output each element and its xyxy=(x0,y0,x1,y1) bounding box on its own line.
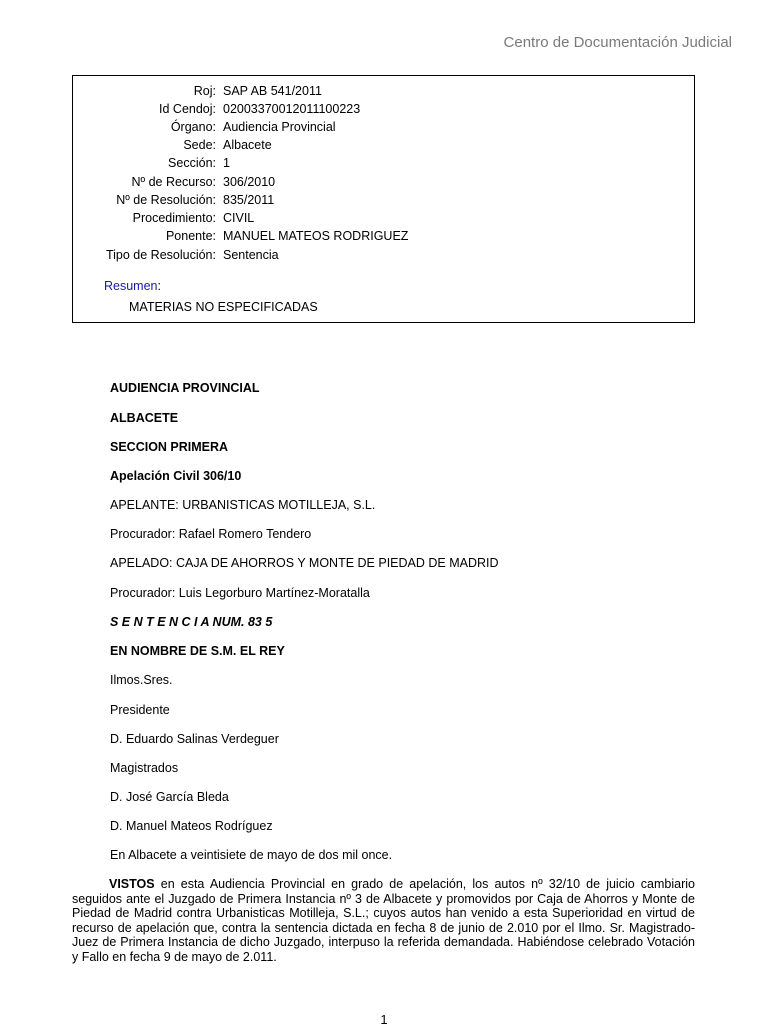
vistos-text: en esta Audiencia Provincial en grado de apelación, los autos nº 32/10 de juicio cambiario seguidos ante el Juzgado de Primera Instancia nº 3 de Albacete y promovidos por Caja de Ahorros y Monte de Piedad de Madrid contra Urbanisticas Motilleja, S.L.; cuyos autos han venido a esta Superioridad en virtud de recurso de apelación que, contra la sentencia dictada en fecha 8 de junio de 2.010 por el Ilmo. Sr. Magistrado-Juez de Primera Instancia de dicho Juzgado, interpuso la referida demandada. Habiéndose celebrado Votación y Fallo en fecha 9 de mayo de 2.011. xyxy=(72,877,695,964)
metadata-box xyxy=(72,75,695,323)
meta-value: SAP AB 541/2011 xyxy=(223,84,322,98)
resumen-text: MATERIAS NO ESPECIFICADAS xyxy=(129,300,318,314)
meta-value: Sentencia xyxy=(223,248,279,262)
in-name-of-king: EN NOMBRE DE S.M. EL REY xyxy=(110,644,285,658)
magistrado-name-2: D. Manuel Mateos Rodríguez xyxy=(110,819,273,833)
meta-key: Nº de Resolución: xyxy=(116,193,216,207)
meta-key: Roj: xyxy=(193,84,216,98)
court-name: AUDIENCIA PROVINCIAL xyxy=(110,381,260,395)
court-city: ALBACETE xyxy=(110,411,179,425)
meta-value: 835/2011 xyxy=(223,193,275,207)
meta-key: Órgano: xyxy=(170,120,216,134)
appellee-procurador: Procurador: Luis Legorburo Martínez-Moratalla xyxy=(110,586,370,600)
appeal-number: Apelación Civil 306/10 xyxy=(110,469,242,483)
ilmos-sres: Ilmos.Sres. xyxy=(110,673,173,687)
meta-key: Sede: xyxy=(183,138,216,152)
appellant: APELANTE: URBANISTICAS MOTILLEJA, S.L. xyxy=(110,498,376,512)
sentence-number: S E N T E N C I A NUM. 83 5 xyxy=(110,615,273,629)
meta-key: Ponente: xyxy=(165,229,216,243)
meta-value: Albacete xyxy=(223,138,272,152)
meta-value: 306/2010 xyxy=(223,175,276,189)
page-number: 1 xyxy=(380,1012,388,1027)
appellee: APELADO: CAJA DE AHORROS Y MONTE DE PIEDAD DE MADRID xyxy=(110,556,499,570)
meta-key: Sección: xyxy=(168,156,216,170)
meta-key: Id Cendoj: xyxy=(159,102,216,116)
appellant-procurador: Procurador: Rafael Romero Tendero xyxy=(110,527,312,541)
meta-key: Procedimiento: xyxy=(132,211,216,225)
place-date: En Albacete a veintisiete de mayo de dos mil once. xyxy=(110,848,393,862)
magistrados-label: Magistrados xyxy=(110,761,179,775)
presidente-label: Presidente xyxy=(110,703,170,717)
vistos-paragraph xyxy=(72,877,695,965)
vistos-lead: VISTOS xyxy=(109,877,155,891)
meta-key: Nº de Recurso: xyxy=(131,175,216,189)
court-section: SECCION PRIMERA xyxy=(110,440,229,454)
resumen-label xyxy=(104,279,161,293)
meta-value: 02003370012011100223 xyxy=(223,102,361,116)
meta-value: CIVIL xyxy=(223,211,255,225)
header-title: Centro de Documentación Judicial xyxy=(503,34,732,51)
meta-key: Tipo de Resolución: xyxy=(105,248,216,262)
magistrado-name-1: D. José García Bleda xyxy=(110,790,229,804)
meta-value: Audiencia Provincial xyxy=(223,120,336,134)
meta-value: 1 xyxy=(223,156,230,170)
presidente-name: D. Eduardo Salinas Verdeguer xyxy=(110,732,279,746)
resumen-colon: : xyxy=(157,279,161,293)
resumen-label-text: Resumen xyxy=(104,279,158,293)
meta-value: MANUEL MATEOS RODRIGUEZ xyxy=(223,229,409,243)
